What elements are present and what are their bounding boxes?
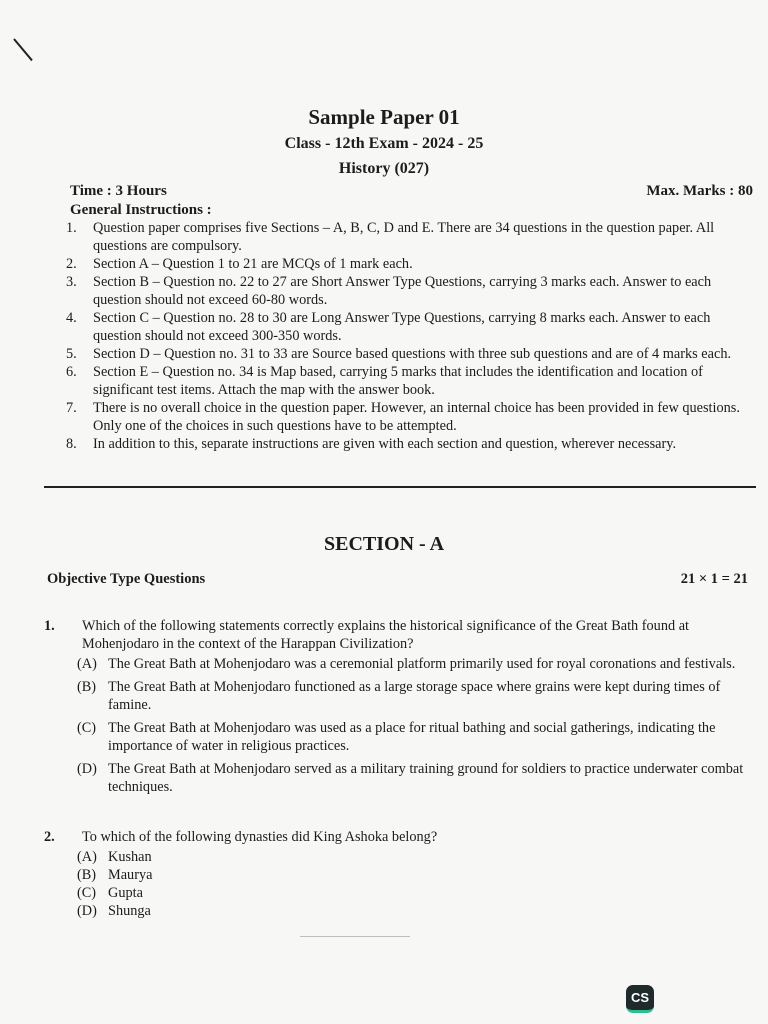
option-d [77,760,754,796]
instruction-number: 5. [66,346,77,362]
instruction-item [66,399,760,435]
option-text: The Great Bath at Mohenjodaro served as a military training ground for soldiers to practice underwater combat techniques. [108,761,744,795]
option-label: (B) [77,867,97,883]
options-list [77,848,754,920]
instruction-text: Section D – Question no. 31 to 33 are Source based questions with three sub questions and are of 4 marks each. [93,346,732,362]
instruction-number: 8. [66,436,77,452]
option-d [77,902,754,920]
pen-mark [13,38,33,61]
question-number: 1. [44,618,55,634]
instruction-item [66,345,760,363]
instruction-text: Section C – Question no. 28 to 30 are Long Answer Type Questions, carrying 8 marks each. Answer to each question should not exceed 300-350 words. [93,310,711,344]
instruction-number: 2. [66,256,77,272]
option-a [77,655,754,673]
general-instructions-heading: General Instructions : [70,202,212,218]
option-label: (A) [77,656,97,672]
paper-title: Sample Paper 01 [308,105,460,129]
options-list [77,655,754,796]
scan-smudge [300,936,410,937]
objective-type-label: Objective Type Questions [47,571,206,587]
question-text: Which of the following statements correctly explains the historical significance of the Great Bath found at Mohenjodaro in the context of the Harappan Civilization? [82,618,690,652]
instruction-number: 1. [66,220,77,236]
option-label: (D) [77,903,97,919]
instruction-item [66,363,760,399]
instruction-number: 6. [66,364,77,380]
max-marks: Max. Marks : 80 [646,183,753,199]
option-c [77,719,754,755]
section-divider [44,486,756,488]
time-allowed: Time : 3 Hours [70,183,167,199]
option-text: The Great Bath at Mohenjodaro was used as a place for ritual bathing and social gatherings, indicating the importance of water in religious practices. [108,720,716,754]
camscanner-logo-icon: CS [626,985,654,1013]
option-label: (C) [77,885,97,901]
instruction-text: Section B – Question no. 22 to 27 are Short Answer Type Questions, carrying 3 marks each. Answer to each question should not exceed 60-80 words. [93,274,712,308]
instructions-list [66,219,760,453]
instruction-item [66,309,760,345]
option-c [77,884,754,902]
option-text: Gupta [108,885,143,901]
question-2 [44,828,754,920]
paper-subject: History (027) [338,160,430,177]
option-label: (C) [77,720,97,736]
option-label: (B) [77,679,97,695]
instruction-text: In addition to this, separate instructions are given with each section and question, wherever necessary. [93,436,677,452]
option-text: Maurya [108,867,153,883]
section-a-marks: 21 × 1 = 21 [680,571,748,587]
instruction-item [66,435,760,453]
question-1 [44,617,754,801]
option-a [77,848,754,866]
instruction-text: Section E – Question no. 34 is Map based, carrying 5 marks that includes the identification and location of significant test items. Attach the map with the answer book. [93,364,703,398]
option-label: (D) [77,761,97,777]
option-text: The Great Bath at Mohenjodaro functioned as a large storage space where grains were kept during times of famine. [108,679,721,713]
paper-class-exam: Class - 12th Exam - 2024 - 25 [284,135,484,152]
instruction-text: There is no overall choice in the question paper. However, an internal choice has been provided in few questions. Only one of the choices in such questions have to be attempted. [93,400,740,434]
option-b [77,866,754,884]
instruction-number: 7. [66,400,77,416]
question-text: To which of the following dynasties did King Ashoka belong? [82,829,438,845]
option-text: Shunga [108,903,151,919]
instruction-number: 4. [66,310,77,326]
instruction-text: Section A – Question 1 to 21 are MCQs of 1 mark each. [93,256,413,272]
question-number: 2. [44,829,55,845]
option-text: The Great Bath at Mohenjodaro was a ceremonial platform primarily used for royal coronations and festivals. [108,656,736,672]
option-text: Kushan [108,849,152,865]
instruction-item [66,255,760,273]
instruction-number: 3. [66,274,77,290]
instruction-text: Question paper comprises five Sections – A, B, C, D and E. There are 34 questions in the question paper. All questions are compulsory. [93,220,715,254]
instruction-item [66,219,760,255]
option-b [77,678,754,714]
option-label: (A) [77,849,97,865]
section-a-title: SECTION - A [323,533,445,555]
instruction-item [66,273,760,309]
